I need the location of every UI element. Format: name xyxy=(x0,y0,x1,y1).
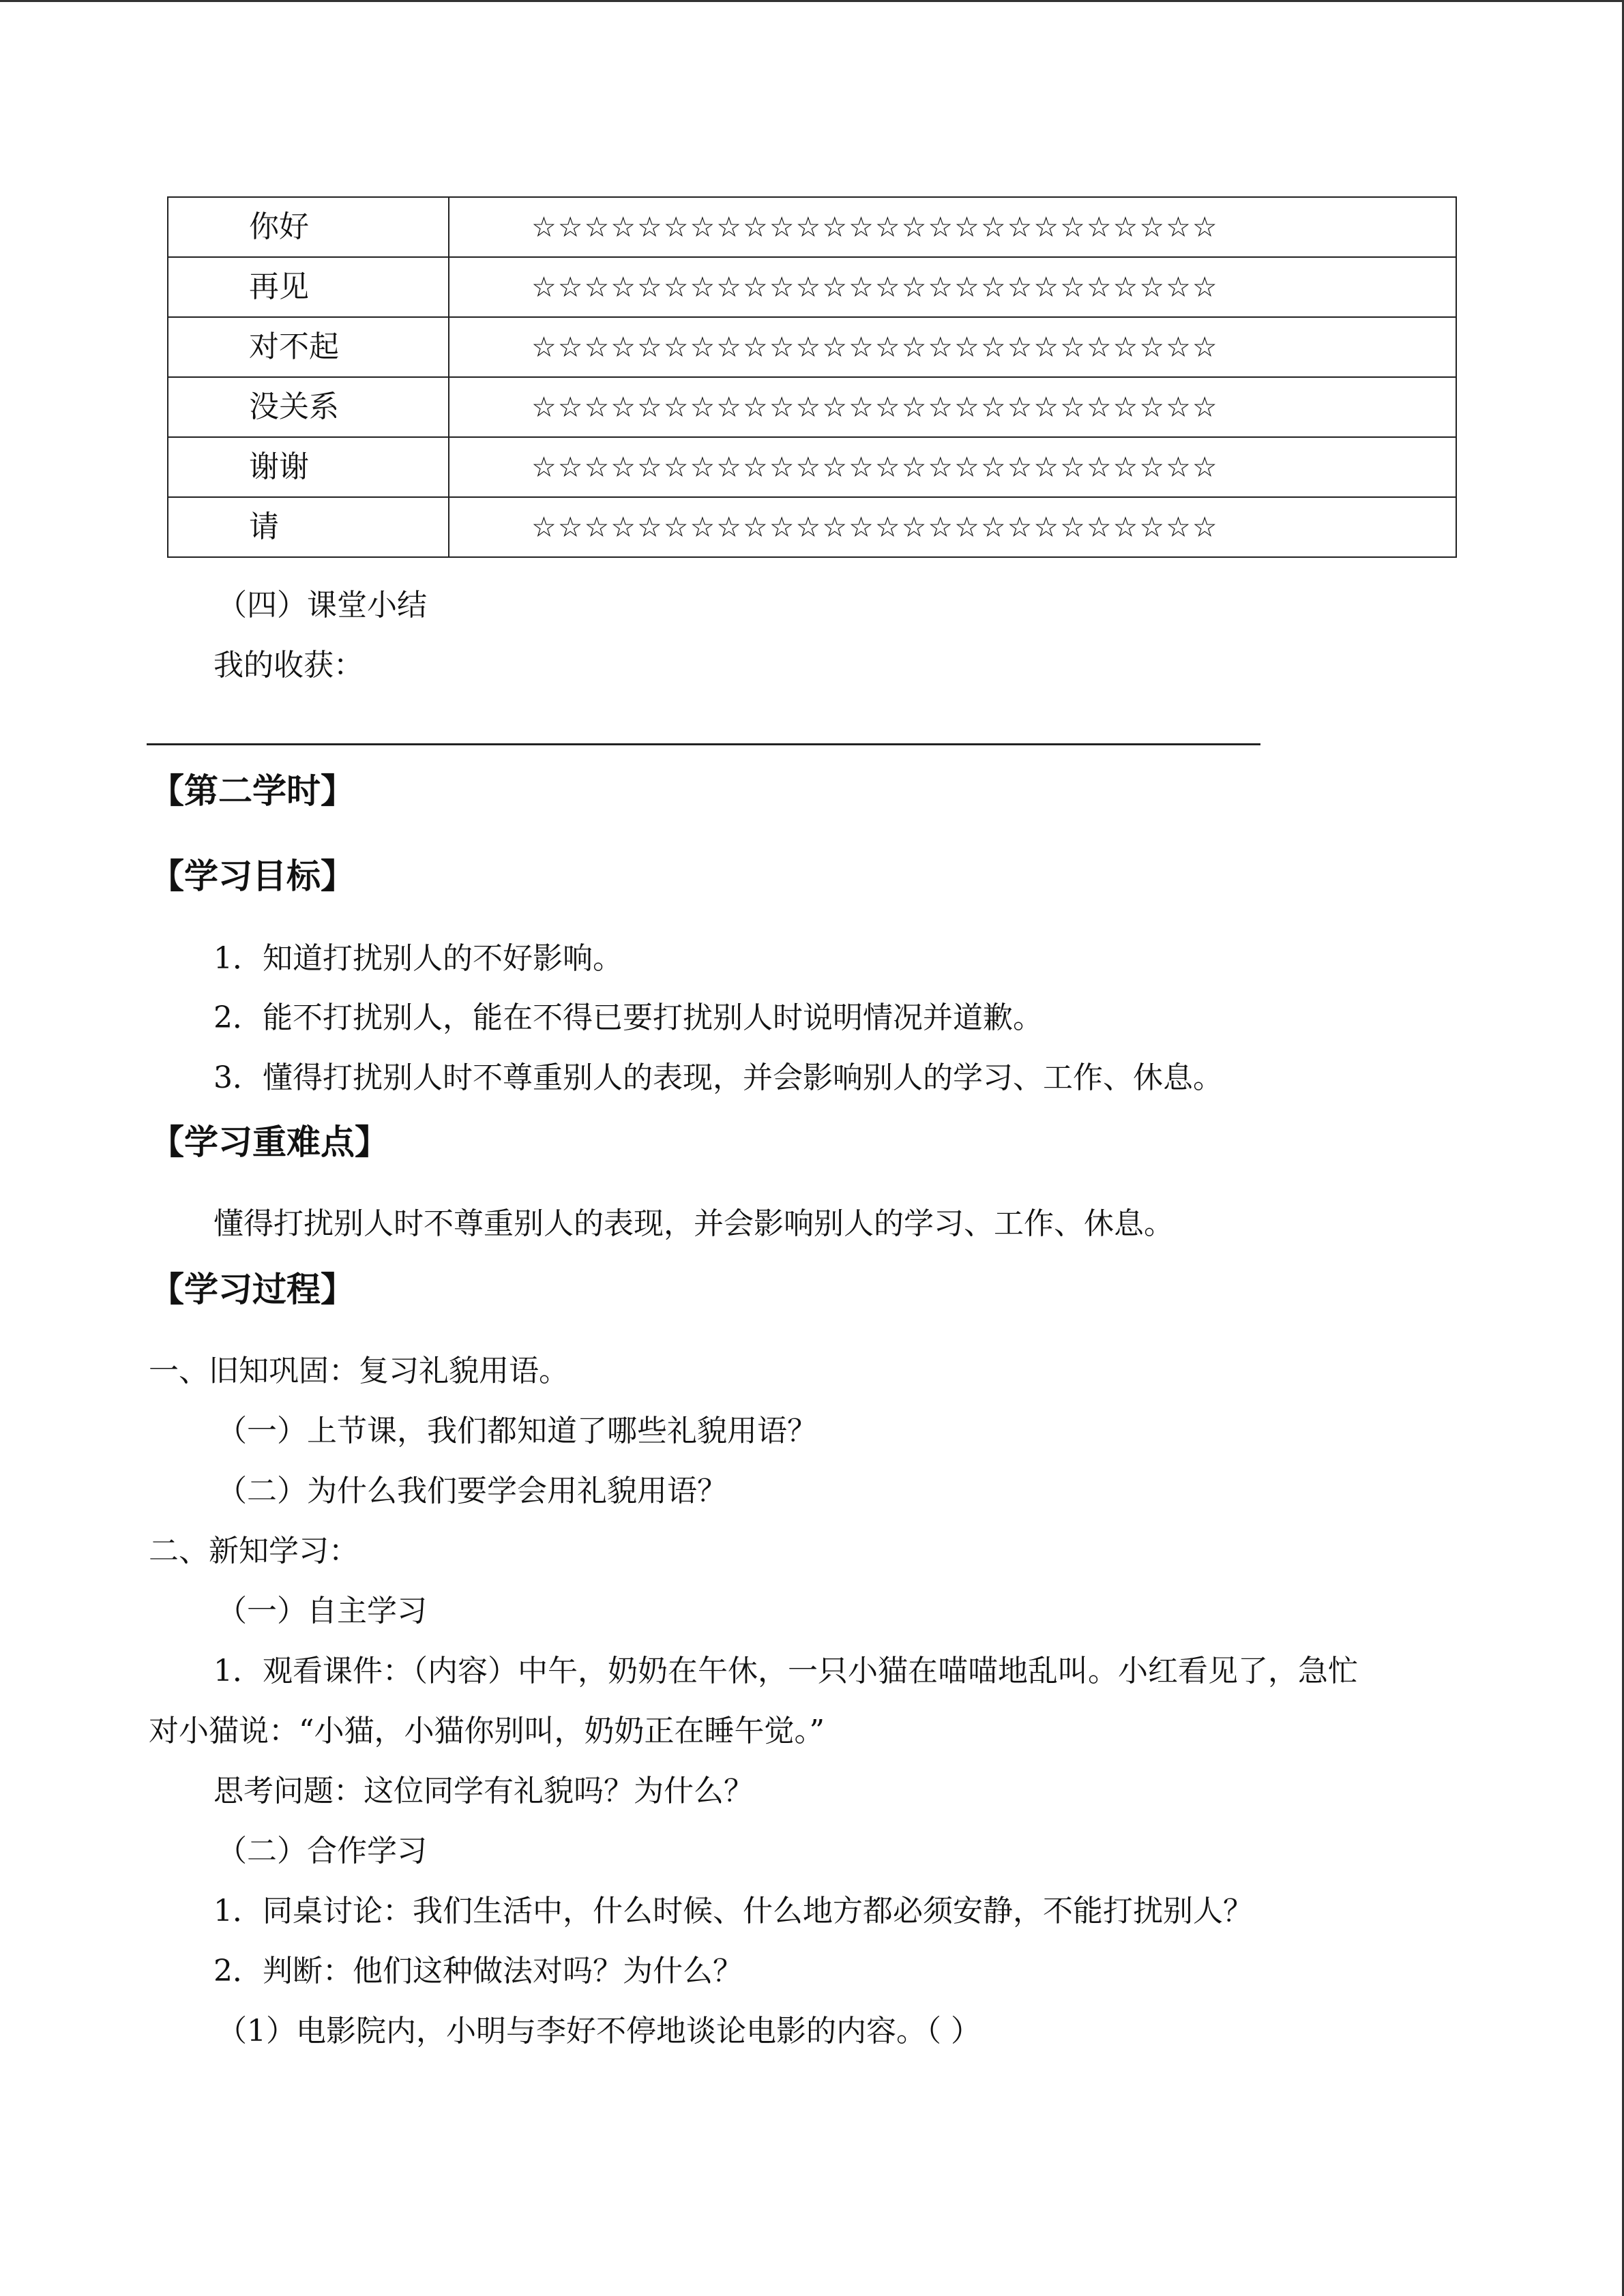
watch-courseware-line: 1．观看课件：（内容）中午，奶奶在午休，一只小猫在喵喵地乱叫。小红看见了，急忙 xyxy=(213,1654,1358,1688)
watch-courseware-line: 对小猫说：“小猫，小猫你别叫，奶奶正在睡午觉。” xyxy=(149,1714,825,1748)
goal-item: 2．能不打扰别人，能在不得已要打扰别人时说明情况并道歉。 xyxy=(213,1000,1043,1035)
part1-question: （二）为什么我们要学会用礼貌用语？ xyxy=(217,1474,727,1508)
process-part1: 一、旧知巩固：复习礼貌用语。 xyxy=(149,1354,569,1388)
courtesy-phrase: 你好 xyxy=(168,197,449,257)
lesson2-heading: 【第二学时】 xyxy=(150,771,355,811)
judge-item: 2．判断：他们这种做法对吗？为什么？ xyxy=(213,1954,743,1988)
goal-item: 1．知道打扰别人的不好影响。 xyxy=(213,941,623,976)
table-row xyxy=(168,377,1456,437)
courtesy-phrase: 没关系 xyxy=(168,377,449,437)
table-row xyxy=(168,257,1456,317)
key-points-heading: 【学习重难点】 xyxy=(150,1122,389,1162)
star-rating: ☆☆☆☆☆☆☆☆☆☆☆☆☆☆☆☆☆☆☆☆☆☆☆☆☆☆ xyxy=(449,377,1456,437)
courtesy-phrase: 再见 xyxy=(168,257,449,317)
courtesy-phrase: 对不起 xyxy=(168,317,449,377)
star-rating: ☆☆☆☆☆☆☆☆☆☆☆☆☆☆☆☆☆☆☆☆☆☆☆☆☆☆ xyxy=(449,437,1456,497)
goals-heading: 【学习目标】 xyxy=(150,856,355,896)
courtesy-phrases-table xyxy=(167,196,1457,558)
harvest-label: 我的收获： xyxy=(213,648,364,683)
table-row xyxy=(168,317,1456,377)
table-row xyxy=(168,437,1456,497)
table-row xyxy=(168,497,1456,557)
think-question: 思考问题：这位同学有礼貌吗？为什么？ xyxy=(213,1774,754,1808)
key-points-text: 懂得打扰别人时不尊重别人的表现，并会影响别人的学习、工作、休息。 xyxy=(213,1206,1174,1241)
summary-title: （四）课堂小结 xyxy=(217,588,427,623)
answer-line xyxy=(147,743,1260,745)
star-rating: ☆☆☆☆☆☆☆☆☆☆☆☆☆☆☆☆☆☆☆☆☆☆☆☆☆☆ xyxy=(449,497,1456,557)
table-row xyxy=(168,197,1456,257)
part1-question: （一）上节课，我们都知道了哪些礼貌用语？ xyxy=(217,1414,817,1448)
courtesy-phrase: 请 xyxy=(168,497,449,557)
process-heading: 【学习过程】 xyxy=(150,1270,355,1309)
star-rating: ☆☆☆☆☆☆☆☆☆☆☆☆☆☆☆☆☆☆☆☆☆☆☆☆☆☆ xyxy=(449,197,1456,257)
goal-item: 3．懂得打扰别人时不尊重别人的表现，并会影响别人的学习、工作、休息。 xyxy=(213,1060,1223,1095)
page-top-border xyxy=(0,0,1624,2)
judge-question: （1）电影院内，小明与李好不停地谈论电影的内容。（ ） xyxy=(217,2014,981,2048)
process-part2: 二、新知学习： xyxy=(149,1534,359,1568)
self-study-title: （一）自主学习 xyxy=(217,1594,427,1628)
discussion-item: 1．同桌讨论：我们生活中，什么时候、什么地方都必须安静，不能打扰别人？ xyxy=(213,1894,1253,1928)
courtesy-phrase: 谢谢 xyxy=(168,437,449,497)
star-rating: ☆☆☆☆☆☆☆☆☆☆☆☆☆☆☆☆☆☆☆☆☆☆☆☆☆☆ xyxy=(449,317,1456,377)
coop-study-title: （二）合作学习 xyxy=(217,1834,427,1868)
star-rating: ☆☆☆☆☆☆☆☆☆☆☆☆☆☆☆☆☆☆☆☆☆☆☆☆☆☆ xyxy=(449,257,1456,317)
